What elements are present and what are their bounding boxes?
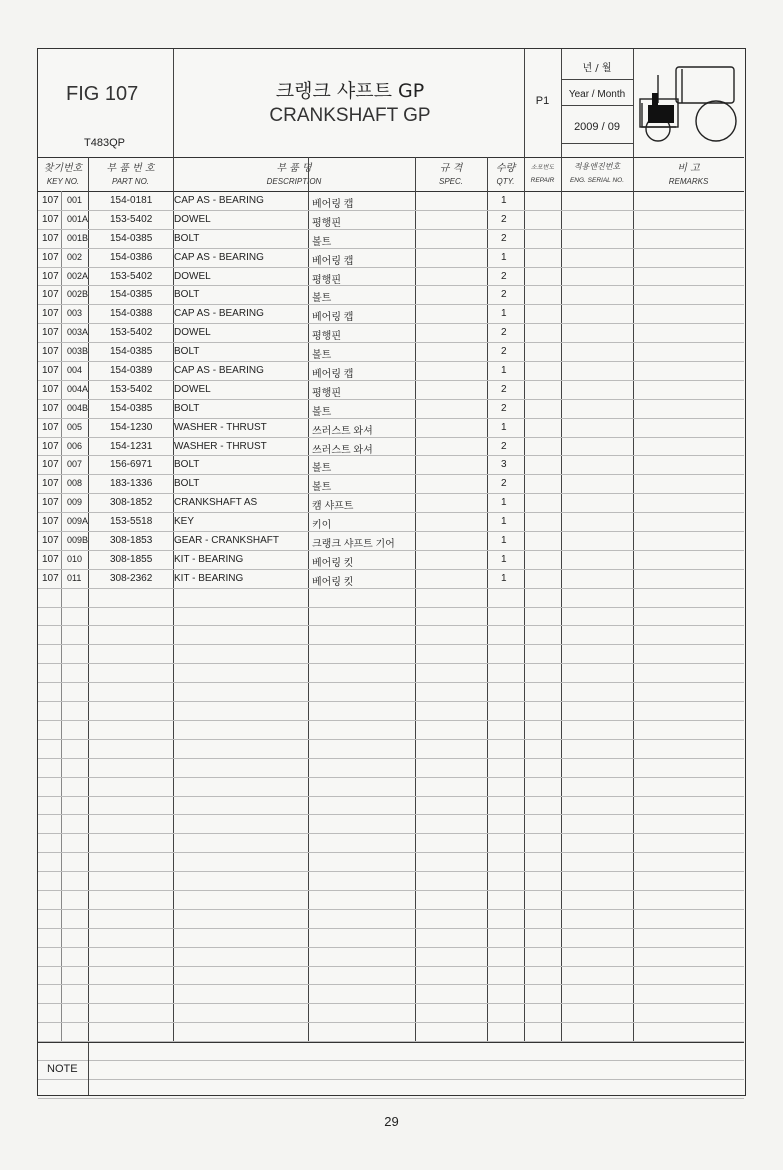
title-english: CRANKSHAFT GP [269, 105, 431, 126]
table-row [38, 759, 744, 778]
description-ko: 베어링 킷 [312, 557, 354, 569]
description-ko: 베어링 캡 [312, 199, 354, 210]
key-fig: 107 [42, 459, 59, 471]
part-number: 154-0388 [110, 308, 153, 320]
quantity: 2 [501, 440, 507, 452]
table-row [38, 645, 744, 664]
description-en: GEAR - CRANKSHAFT [174, 535, 280, 547]
part-number: 154-0385 [110, 346, 153, 358]
quantity: 1 [501, 365, 507, 377]
quantity: 2 [501, 232, 507, 244]
col-repair-ko: 소모번도 [530, 164, 555, 171]
table-row [38, 721, 744, 740]
table-row [38, 381, 744, 400]
description-en: WASHER - THRUST [174, 440, 267, 452]
table-row [38, 589, 744, 608]
quantity: 2 [501, 213, 507, 225]
description-en: CAP AS - BEARING [174, 251, 264, 263]
key-fig: 107 [42, 213, 59, 225]
table-row [38, 683, 744, 702]
note-section [38, 1042, 744, 1095]
table-row [38, 740, 744, 759]
key-fig: 107 [42, 327, 59, 339]
description-en: BOLT [174, 346, 200, 358]
col-remarks-en: REMARKS [668, 177, 709, 186]
table-row [38, 400, 744, 419]
part-number: 153-5402 [110, 213, 153, 225]
table-row [38, 910, 744, 929]
col-serial-en: ENG. SERIAL NO. [569, 177, 625, 184]
key-number: 009A [67, 516, 89, 527]
col-remarks-ko: 비 고 [677, 163, 700, 174]
table-row [38, 834, 744, 853]
key-fig: 107 [42, 195, 59, 206]
column-header [38, 157, 744, 192]
description-en: BOLT [174, 402, 200, 414]
description-ko: 평행핀 [312, 387, 341, 399]
quantity: 2 [501, 478, 507, 490]
title-korean: 크랭크 샤프트 GP [275, 80, 425, 102]
key-fig: 107 [42, 270, 59, 282]
table-row [38, 343, 744, 362]
key-number: 002B [67, 289, 89, 300]
quantity: 2 [501, 402, 507, 414]
table-row [38, 230, 744, 249]
col-serial-ko: 적용엔진번호 [573, 162, 621, 171]
table-row [38, 268, 744, 287]
fig-number: FIG 107 [66, 83, 139, 105]
table-row [38, 438, 744, 457]
key-number: 001 [67, 195, 83, 205]
note-label: NOTE [47, 1063, 78, 1075]
col-qty-ko: 수량 [495, 163, 516, 174]
part-number: 154-0385 [110, 289, 153, 301]
table-row [38, 211, 744, 230]
table-row [38, 419, 744, 438]
description-en: DOWEL [174, 213, 211, 225]
key-number: 004 [67, 365, 83, 376]
description-ko: 베어링 캡 [312, 255, 354, 267]
description-en: DOWEL [174, 327, 211, 339]
quantity: 1 [501, 535, 507, 547]
table-row [38, 664, 744, 683]
table-row [38, 305, 744, 324]
table-row [38, 815, 744, 834]
part-number: 154-1231 [110, 440, 153, 452]
page-code: P1 [535, 95, 550, 107]
key-fig: 107 [42, 497, 59, 509]
description-ko: 볼트 [312, 293, 332, 305]
part-number: 154-0389 [110, 365, 153, 377]
description-en: BOLT [174, 289, 200, 301]
table-row [38, 475, 744, 494]
key-fig: 107 [42, 535, 59, 547]
description-ko: 볼트 [312, 463, 332, 475]
description-en: KEY [174, 516, 195, 528]
key-fig: 107 [42, 251, 59, 263]
key-number: 010 [67, 553, 83, 564]
key-number: 004A [67, 383, 89, 394]
table-row [38, 967, 744, 986]
quantity: 1 [501, 421, 507, 433]
table-row [38, 286, 744, 305]
key-number: 002A [67, 270, 89, 281]
quantity: 2 [501, 327, 507, 339]
table-row [38, 551, 744, 570]
description-ko: 볼트 [312, 236, 332, 248]
key-number: 002 [67, 251, 83, 262]
table-row [38, 702, 744, 721]
quantity: 1 [501, 553, 507, 565]
description-ko: 볼트 [312, 406, 332, 418]
key-number: 004B [67, 402, 89, 413]
quantity: 2 [501, 270, 507, 282]
description-en: KIT - BEARING [174, 553, 244, 565]
key-fig: 107 [42, 516, 59, 528]
table-row [38, 985, 744, 1004]
key-fig: 107 [42, 553, 59, 565]
table-row [38, 1023, 744, 1042]
part-number: 308-1852 [110, 497, 153, 509]
key-number: 001B [67, 232, 89, 243]
tractor-icon [636, 57, 742, 145]
key-number: 008 [67, 478, 83, 489]
quantity: 1 [501, 195, 507, 206]
table-row [38, 929, 744, 948]
key-number: 009 [67, 497, 83, 508]
description-en: CAP AS - BEARING [174, 365, 264, 377]
description-en: DOWEL [174, 270, 211, 282]
key-fig: 107 [42, 232, 59, 244]
table-row [38, 853, 744, 872]
table-row [38, 797, 744, 816]
description-ko: 평행핀 [312, 217, 341, 229]
part-number: 183-1336 [110, 478, 153, 490]
key-fig: 107 [42, 421, 59, 433]
description-en: BOLT [174, 232, 200, 244]
key-number: 006 [67, 440, 83, 451]
key-fig: 107 [42, 440, 59, 452]
part-number: 154-0385 [110, 402, 153, 414]
quantity: 3 [501, 459, 507, 471]
part-number: 308-1855 [110, 553, 153, 565]
year-month-label-ko: 년 / 월 [582, 63, 612, 74]
part-number: 153-5402 [110, 383, 153, 395]
part-number: 153-5518 [110, 516, 153, 528]
col-desc-en: DESCRIPTION [266, 177, 322, 186]
description-ko: 평행핀 [312, 331, 341, 343]
description-ko: 평행핀 [312, 274, 341, 286]
description-en: BOLT [174, 459, 200, 471]
quantity: 1 [501, 308, 507, 320]
key-fig: 107 [42, 346, 59, 358]
key-fig: 107 [42, 383, 59, 395]
quantity: 2 [501, 289, 507, 301]
description-ko: 볼트 [312, 482, 332, 494]
quantity: 2 [501, 346, 507, 358]
page-number: 29 [384, 1114, 399, 1129]
description-ko: 볼트 [312, 350, 332, 362]
quantity: 1 [501, 497, 507, 509]
table-row [38, 324, 744, 343]
key-fig: 107 [42, 365, 59, 377]
description-ko: 크랭크 샤프트 기어 [312, 539, 395, 551]
key-number: 005 [67, 421, 83, 432]
table-row [38, 362, 744, 381]
key-fig: 107 [42, 289, 59, 301]
description-en: CRANKSHAFT AS [174, 497, 258, 509]
table-row [38, 249, 744, 268]
parts-table [38, 192, 744, 1099]
col-spec-en: SPEC. [438, 177, 463, 186]
key-number: 007 [67, 459, 83, 470]
description-ko: 베어링 캡 [312, 312, 354, 324]
key-number: 001A [67, 213, 89, 224]
key-number: 011 [67, 572, 82, 583]
part-number: 153-5402 [110, 327, 153, 339]
model-code: T483QP [84, 137, 125, 149]
part-number: 154-0385 [110, 232, 153, 244]
col-qty-en: QTY. [496, 177, 515, 186]
col-part-en: PART NO. [111, 177, 150, 186]
description-ko: 키이 [312, 520, 332, 532]
part-number: 308-2362 [110, 572, 153, 584]
col-key-ko: 찾기번호 [43, 163, 83, 174]
year-month-value: 2009 / 09 [574, 121, 620, 133]
description-ko: 쓰러스트 와셔 [312, 444, 373, 456]
col-spec-ko: 규 격 [439, 163, 463, 174]
col-desc-ko: 부 품 명 [276, 163, 312, 174]
key-fig: 107 [42, 478, 59, 490]
key-fig: 107 [42, 402, 59, 414]
table-row [38, 456, 744, 475]
key-number: 003A [67, 327, 89, 338]
table-row [38, 570, 744, 589]
table-row [38, 532, 744, 551]
description-en: CAP AS - BEARING [174, 308, 264, 320]
table-row [38, 494, 744, 513]
part-number: 154-0386 [110, 251, 153, 263]
col-key-en: KEY NO. [46, 177, 80, 186]
part-number: 153-5402 [110, 270, 153, 282]
description-ko: 베어링 킷 [312, 576, 354, 588]
key-fig: 107 [42, 308, 59, 320]
part-number: 154-0181 [110, 195, 153, 206]
description-ko: 쓰러스트 와셔 [312, 425, 373, 437]
col-repair-en: REPAIR [530, 177, 555, 184]
key-number: 003B [67, 346, 89, 357]
key-number: 009B [67, 535, 89, 546]
description-en: CAP AS - BEARING [174, 195, 264, 206]
quantity: 1 [501, 516, 507, 528]
table-row [38, 626, 744, 645]
table-row [38, 891, 744, 910]
table-row [38, 872, 744, 891]
col-part-ko: 부 품 번 호 [106, 163, 155, 174]
year-month-label-en: Year / Month [568, 89, 626, 100]
description-en: WASHER - THRUST [174, 421, 267, 433]
description-en: KIT - BEARING [174, 572, 244, 584]
description-en: DOWEL [174, 383, 211, 395]
table-row [38, 1004, 744, 1023]
table-row [38, 192, 744, 211]
part-number: 156-6971 [110, 459, 153, 471]
table-row [38, 513, 744, 532]
part-number: 308-1853 [110, 535, 153, 547]
quantity: 1 [501, 572, 507, 584]
sheet-header [38, 49, 744, 158]
description-en: BOLT [174, 478, 200, 490]
table-row [38, 778, 744, 797]
quantity: 2 [501, 383, 507, 395]
key-fig: 107 [42, 572, 59, 584]
parts-sheet [37, 48, 746, 1096]
table-row [38, 608, 744, 627]
description-ko: 베어링 캡 [312, 369, 354, 381]
key-number: 003 [67, 308, 83, 319]
part-number: 154-1230 [110, 421, 153, 433]
quantity: 1 [501, 251, 507, 263]
description-ko: 캠 샤프트 [312, 501, 354, 513]
table-row [38, 948, 744, 967]
